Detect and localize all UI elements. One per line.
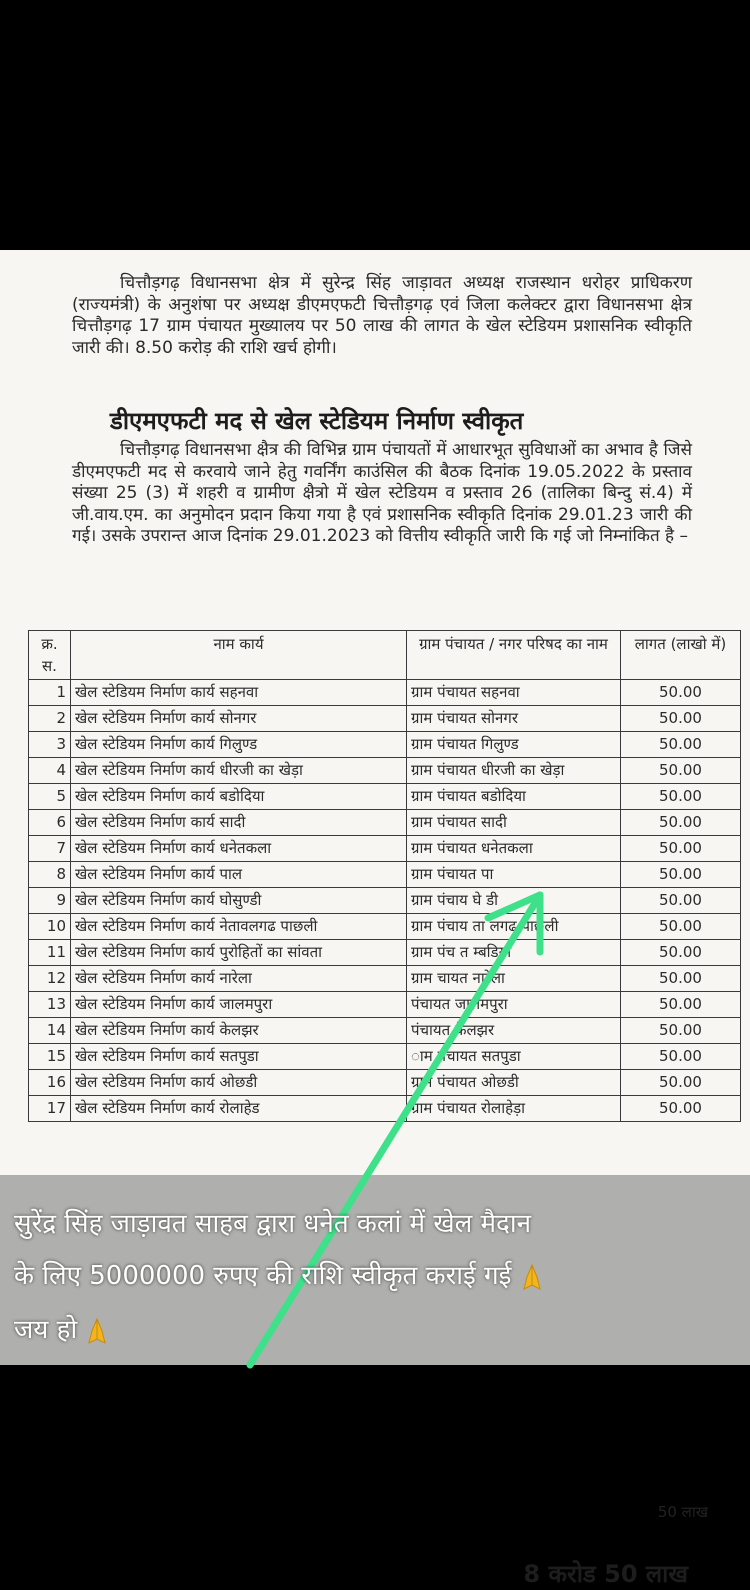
row-cost: 50.00	[621, 966, 741, 992]
row-work: खेल स्टेडियम निर्माण कार्य घोसुण्डी	[71, 888, 407, 914]
row-work: खेल स्टेडियम निर्माण कार्य सतपुडा	[71, 1044, 407, 1070]
row-cost: 50.00	[621, 862, 741, 888]
table-row	[29, 1096, 741, 1122]
row-cost: 50.00	[621, 888, 741, 914]
row-work: खेल स्टेडियम निर्माण कार्य सोनगर	[71, 706, 407, 732]
table-row	[29, 940, 741, 966]
row-sn: 15	[29, 1044, 71, 1070]
row-work: खेल स्टेडियम निर्माण कार्य सादी	[71, 810, 407, 836]
row-work: खेल स्टेडियम निर्माण कार्य धनेतकला	[71, 836, 407, 862]
table-row	[29, 966, 741, 992]
table-row	[29, 1018, 741, 1044]
row-sn: 6	[29, 810, 71, 836]
row-cost: 50.00	[621, 1070, 741, 1096]
row-gp: ग्राम पंचायत सादी	[407, 810, 621, 836]
total-amount: 8 करोड 50 लाख	[523, 1560, 688, 1588]
row-sn: 14	[29, 1018, 71, 1044]
row-sn: 8	[29, 862, 71, 888]
row-sn: 12	[29, 966, 71, 992]
row-cost: 50.00	[621, 706, 741, 732]
table-row	[29, 706, 741, 732]
row-gp: ग्राम पंचायत गिलुण्ड	[407, 732, 621, 758]
row-cost: 50.00	[621, 836, 741, 862]
row-gp: ग्राम पंचायत धनेतकला	[407, 836, 621, 862]
row-work: खेल स्टेडियम निर्माण कार्य पुरोहितों का सांवता	[71, 940, 407, 966]
table-row	[29, 914, 741, 940]
table-header-row	[29, 631, 741, 680]
table-row	[29, 888, 741, 914]
row-cost: 50.00	[621, 992, 741, 1018]
row-work: खेल स्टेडियम निर्माण कार्य रोलाहेड	[71, 1096, 407, 1122]
row-gp: ग्राम चायत नारेला	[407, 966, 621, 992]
row-gp: ग्राम पंचायत धीरजी का खेड़ा	[407, 758, 621, 784]
table-row	[29, 732, 741, 758]
row-gp: ग्राम पंचाय ता लगढ पाछली	[407, 914, 621, 940]
caption-line-2-text: के लिए 5000000 रुपए की राशि स्वीकृत कराई गई	[14, 1261, 512, 1291]
row-cost: 50.00	[621, 1096, 741, 1122]
row-gp: ग्राम पंचायत बडोदिया	[407, 784, 621, 810]
row-gp: ग्राम पंचायत रोलाहेड़ा	[407, 1096, 621, 1122]
table-row	[29, 862, 741, 888]
row-work: खेल स्टेडियम निर्माण कार्य नारेला	[71, 966, 407, 992]
row-cost: 50.00	[621, 1044, 741, 1070]
row-work: खेल स्टेडियम निर्माण कार्य ओछडी	[71, 1070, 407, 1096]
table-row	[29, 784, 741, 810]
row-cost: 50.00	[621, 914, 741, 940]
row-cost: 50.00	[621, 680, 741, 706]
table-row	[29, 992, 741, 1018]
row-cost: 50.00	[621, 810, 741, 836]
caption-line-3-text: जय हो	[14, 1315, 78, 1345]
row-sn: 17	[29, 1096, 71, 1122]
row-cost: 50.00	[621, 1018, 741, 1044]
row-gp: ग्राम पंचायत ओछडी	[407, 1070, 621, 1096]
row-gp: ग्राम पंचायत सोनगर	[407, 706, 621, 732]
small-lakh-label: 50 लाख	[657, 1503, 708, 1521]
row-sn: 3	[29, 732, 71, 758]
header-sn: क्र. स.	[29, 631, 71, 680]
row-gp: ग्राम पंचायत सहनवा	[407, 680, 621, 706]
caption-line-3	[14, 1310, 109, 1346]
row-sn: 11	[29, 940, 71, 966]
row-work: खेल स्टेडियम निर्माण कार्य गिलुण्ड	[71, 732, 407, 758]
row-gp: पंचायत केलझर	[407, 1018, 621, 1044]
folded-hands-icon	[520, 1263, 544, 1291]
document-heading: डीएमएफटी मद से खेल स्टेडियम निर्माण स्वीकृत	[110, 406, 524, 435]
stadium-table	[28, 630, 741, 1122]
caption-line-2	[14, 1256, 544, 1292]
row-sn: 1	[29, 680, 71, 706]
row-sn: 4	[29, 758, 71, 784]
header-cost: लागत (लाखो में)	[621, 631, 741, 680]
row-cost: 50.00	[621, 940, 741, 966]
row-sn: 2	[29, 706, 71, 732]
table-row	[29, 1044, 741, 1070]
table-row	[29, 680, 741, 706]
caption-line-1: सुरेंद्र सिंह जाड़ावत साहब द्वारा धनेत कलां में खेल मैदान	[14, 1209, 532, 1239]
table-row	[29, 836, 741, 862]
row-sn: 16	[29, 1070, 71, 1096]
row-cost: 50.00	[621, 784, 741, 810]
table-row	[29, 758, 741, 784]
intro-paragraph: चित्तौड़गढ़ विधानसभा क्षेत्र में सुरेन्द्र सिंह जाड़ावत अध्यक्ष राजस्थान धरोहर प्राधिकरण (राज्यमंत्री) के अनुशंषा पर अध्यक्ष डीएमएफटी चित्तौड़गढ़ एवं जिला कलेक्टर द्वारा विधानसभा क्षेत्र चित्तौड़गढ़ 17 ग्राम पंचायत मुख्यालय पर 50 लाख की लागत के खेल स्टेडियम प्रशासनिक स्वीकृति जारी की। 8.50 करोड़ की राशि खर्च होगी।	[72, 273, 692, 358]
table-row	[29, 810, 741, 836]
body-paragraph: चित्तौड़गढ़ विधानसभा क्षैत्र की विभिन्न ग्राम पंचायतों में आधारभूत सुविधाओं का अभाव है जिसे डीएमएफटी मद से करवाये जाने हेतु गवर्निंग काउंसिल की बैठक दिनांक 19.05.2022 के प्रस्ताव संख्या 25 (3) में शहरी व ग्रामीण क्षैत्रो में खेल स्टेडियम व प्रस्ताव 26 (तालिका बिन्दु सं.4) में जी.वाय.एम. का अनुमोदन प्रदान किया गया है एवं प्रशासनिक स्वीकृति दिनांक 29.01.23 जारी की गई। उसके उपरान्त आज दिनांक 29.01.2023 को वित्तीय स्वीकृति जारी कि गई जो निम्नांकित है –	[72, 440, 692, 546]
row-gp: पंचायत जालमपुरा	[407, 992, 621, 1018]
row-sn: 9	[29, 888, 71, 914]
row-work: खेल स्टेडियम निर्माण कार्य सहनवा	[71, 680, 407, 706]
row-work: खेल स्टेडियम निर्माण कार्य जालमपुरा	[71, 992, 407, 1018]
header-work: नाम कार्य	[71, 631, 407, 680]
row-work: खेल स्टेडियम निर्माण कार्य पाल	[71, 862, 407, 888]
row-work: खेल स्टेडियम निर्माण कार्य नेतावलगढ पाछली	[71, 914, 407, 940]
row-sn: 5	[29, 784, 71, 810]
row-work: खेल स्टेडियम निर्माण कार्य बडोदिया	[71, 784, 407, 810]
folded-hands-icon	[85, 1317, 109, 1345]
row-gp: ाम पंचायत सतपुडा	[407, 1044, 621, 1070]
row-work: खेल स्टेडियम निर्माण कार्य केलझर	[71, 1018, 407, 1044]
row-work: खेल स्टेडियम निर्माण कार्य धीरजी का खेड़ा	[71, 758, 407, 784]
row-gp: ग्राम पंचाय घे डी	[407, 888, 621, 914]
row-gp: ग्राम पंचायत पा	[407, 862, 621, 888]
row-gp: ग्राम पंच त म्बडिया	[407, 940, 621, 966]
table-row	[29, 1070, 741, 1096]
row-cost: 50.00	[621, 732, 741, 758]
header-gp: ग्राम पंचायत / नगर परिषद का नाम	[407, 631, 621, 680]
row-sn: 13	[29, 992, 71, 1018]
row-sn: 7	[29, 836, 71, 862]
row-cost: 50.00	[621, 758, 741, 784]
row-sn: 10	[29, 914, 71, 940]
